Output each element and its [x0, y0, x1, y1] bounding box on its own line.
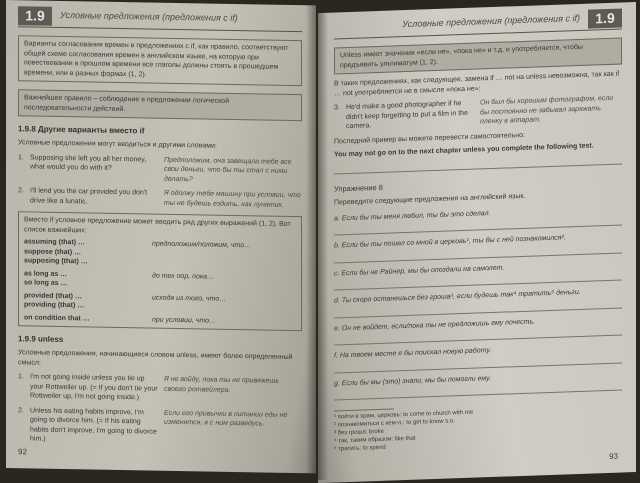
table-row: [24, 269, 296, 293]
example-row: [18, 372, 302, 405]
footnote: ³ без гроша: broke: [334, 428, 385, 437]
exercise-question: b. Если бы ты пошел со мной в церковь¹, ты бы с ней познакомился².: [334, 234, 566, 250]
example-number: 1.: [18, 373, 24, 381]
exercise-item: [334, 231, 622, 263]
header-title: Условные предложения (предложения с if): [60, 9, 238, 24]
example-row: [18, 406, 302, 449]
rule-box-text: Варианты согласования времен в предложениях с if, как правило, соответствуют общей схеме согласования времен в английском языке, на которую при повествовании в прошлом времени все глаголы должны стоять в прошедшем времени, или в разных формах (1, 2).: [24, 40, 289, 78]
table-row: [24, 313, 296, 327]
tip-box: [18, 89, 302, 121]
section-number: 1.9: [588, 8, 622, 28]
right-page-header: [334, 8, 622, 39]
exercise-item: [334, 204, 622, 236]
section-intro: Условные предложения, начинающиеся словом unless, имеют более определенный смысл:: [18, 349, 293, 367]
table-row: [24, 291, 296, 315]
section-intro: Условные предложения могут вводиться и другими словами:: [18, 139, 217, 150]
unless-box-text: Unless имеет значения «если не», «пока не» и т.д. и употребляется, чтобы предъявить ультиматум (1, 2).: [340, 43, 583, 69]
table-meaning: до тех пор, пока…: [152, 272, 215, 281]
page-number: 92: [18, 447, 27, 457]
exercise-item: [334, 259, 622, 291]
answer-line: [334, 154, 622, 174]
footnote: ⁵ тратить: to spend: [334, 444, 386, 453]
section-title: 1.9.9 unless: [18, 334, 64, 345]
exercise-intro: Переведите следующие предложения на английский язык.: [334, 192, 526, 207]
example-number: 3.: [334, 104, 340, 112]
footnote: ² познакомиться с кем-л.: to get to know s.o.: [334, 418, 455, 429]
example-english: I'm not going inside unless you tie up your Rottweiler up. (= If you don't tie your Rottweiler up, I'm not going inside.): [30, 373, 158, 402]
exercise-question: f. На твоем месте я бы поискал новую работу.: [334, 347, 492, 360]
example-translation: Я одолжу тебе машину при условии, что ты не будешь ездить, как лунатик.: [164, 189, 301, 209]
table-meaning: при условии, что…: [152, 316, 217, 325]
table-meaning: предположим/положим, что…: [152, 240, 252, 250]
table-intro: Вместо if условное предложение может вводить ряд других выражений (1, 2). Вот список важнейших:: [24, 216, 291, 234]
header-title: Условные предложения (предложения с if): [402, 12, 580, 30]
section-title: 1.9.8 Другие варианты вместо if: [18, 124, 145, 136]
example-english: Unless his eating habits improve, I'm going to divorce him. (= If his eating habits don't improve, I'm going to divorce him.): [30, 406, 157, 443]
example-translation: Он был бы хорошим фотографом, если бы постоянно не забывал заряжать пленку в аппарат.: [480, 94, 614, 126]
expressions-table: [18, 211, 302, 331]
rule-box: [18, 35, 302, 86]
example-english: He'd make a good photographer if he didn't keep forgetting to put a film in the camera.: [346, 100, 468, 131]
footnotes: [334, 408, 474, 453]
left-page: [6, 0, 316, 473]
exercise-item: [334, 314, 622, 346]
section-intro: В таких предложениях, как следующее, замена if … not на unless невозможна, так как if … not употребляется не в смысле «пока не»:: [334, 70, 620, 98]
exercise-question: a. Если бы ты меня любил, ты бы это сделал.: [334, 209, 491, 223]
example-english: Supposing she left you all her money, what would you do with it?: [30, 153, 147, 172]
exercise-item: [334, 369, 622, 401]
example-translation: Я не войду, пока ты не привяжешь своего ротвейлера.: [164, 375, 279, 394]
example-row: [18, 186, 302, 210]
exercise-question: d. Ты скоро останешься без гроша³, если будешь так⁴ тратить⁵ деньги.: [334, 288, 581, 305]
example-translation: Если его привычки в питании еды не изменятся, я с ним разведусь.: [164, 409, 288, 428]
table-meaning: исходя из того, что…: [152, 294, 227, 303]
table-expression: on condition that …: [24, 313, 90, 322]
test-sentence: You may not go on to the next chapter unless you complete the following test.: [334, 142, 594, 159]
exercise-title: Упражнение 8: [334, 182, 383, 194]
example-translation: Предположим, она завещала тебе все свои деньги, что бы ты стал с ними делать?: [164, 156, 292, 183]
example-number: 2.: [18, 406, 24, 414]
example-row: [334, 93, 622, 132]
exercise-question: e. Он не войдет, если/пока ты не предложишь ему почесть.: [334, 318, 535, 333]
exercise-question: c. Если бы не Райнер, мы бы опоздали на самолет.: [334, 264, 505, 278]
example-english: I'll lend you the car provided you don't drive like a lunatic.: [30, 187, 148, 205]
footnote: ⁴ так, таким образом: like that: [334, 435, 416, 445]
exercise-item: [334, 341, 622, 373]
example-row: [18, 153, 302, 186]
footnote: ¹ пойти в храм, церковь: to come to church with me: [334, 409, 474, 421]
right-page: [318, 2, 636, 483]
section-number: 1.9: [18, 6, 52, 26]
exercise-question: g. Если бы мы (это) знали, мы бы помогли ему.: [334, 374, 492, 388]
exercise-item: [334, 286, 622, 318]
table-expression: as long as … so long as …: [24, 269, 68, 288]
note-text: Последний пример вы можете перевести самостоятельно:: [334, 131, 525, 146]
page-number: 93: [609, 451, 618, 461]
table-row: [24, 237, 296, 270]
unless-box: [334, 37, 622, 74]
table-expression: provided (that) … providing (that) …: [24, 291, 85, 310]
table-expression: assuming (that) … suppose (that) … supposing (that) …: [24, 238, 88, 266]
left-page-header: [18, 6, 302, 32]
example-number: 1.: [18, 153, 24, 161]
tip-box-text: Важнейшее правило – соблюдение в предложении логической последовательности действий.: [24, 94, 230, 113]
example-number: 2.: [18, 187, 24, 195]
